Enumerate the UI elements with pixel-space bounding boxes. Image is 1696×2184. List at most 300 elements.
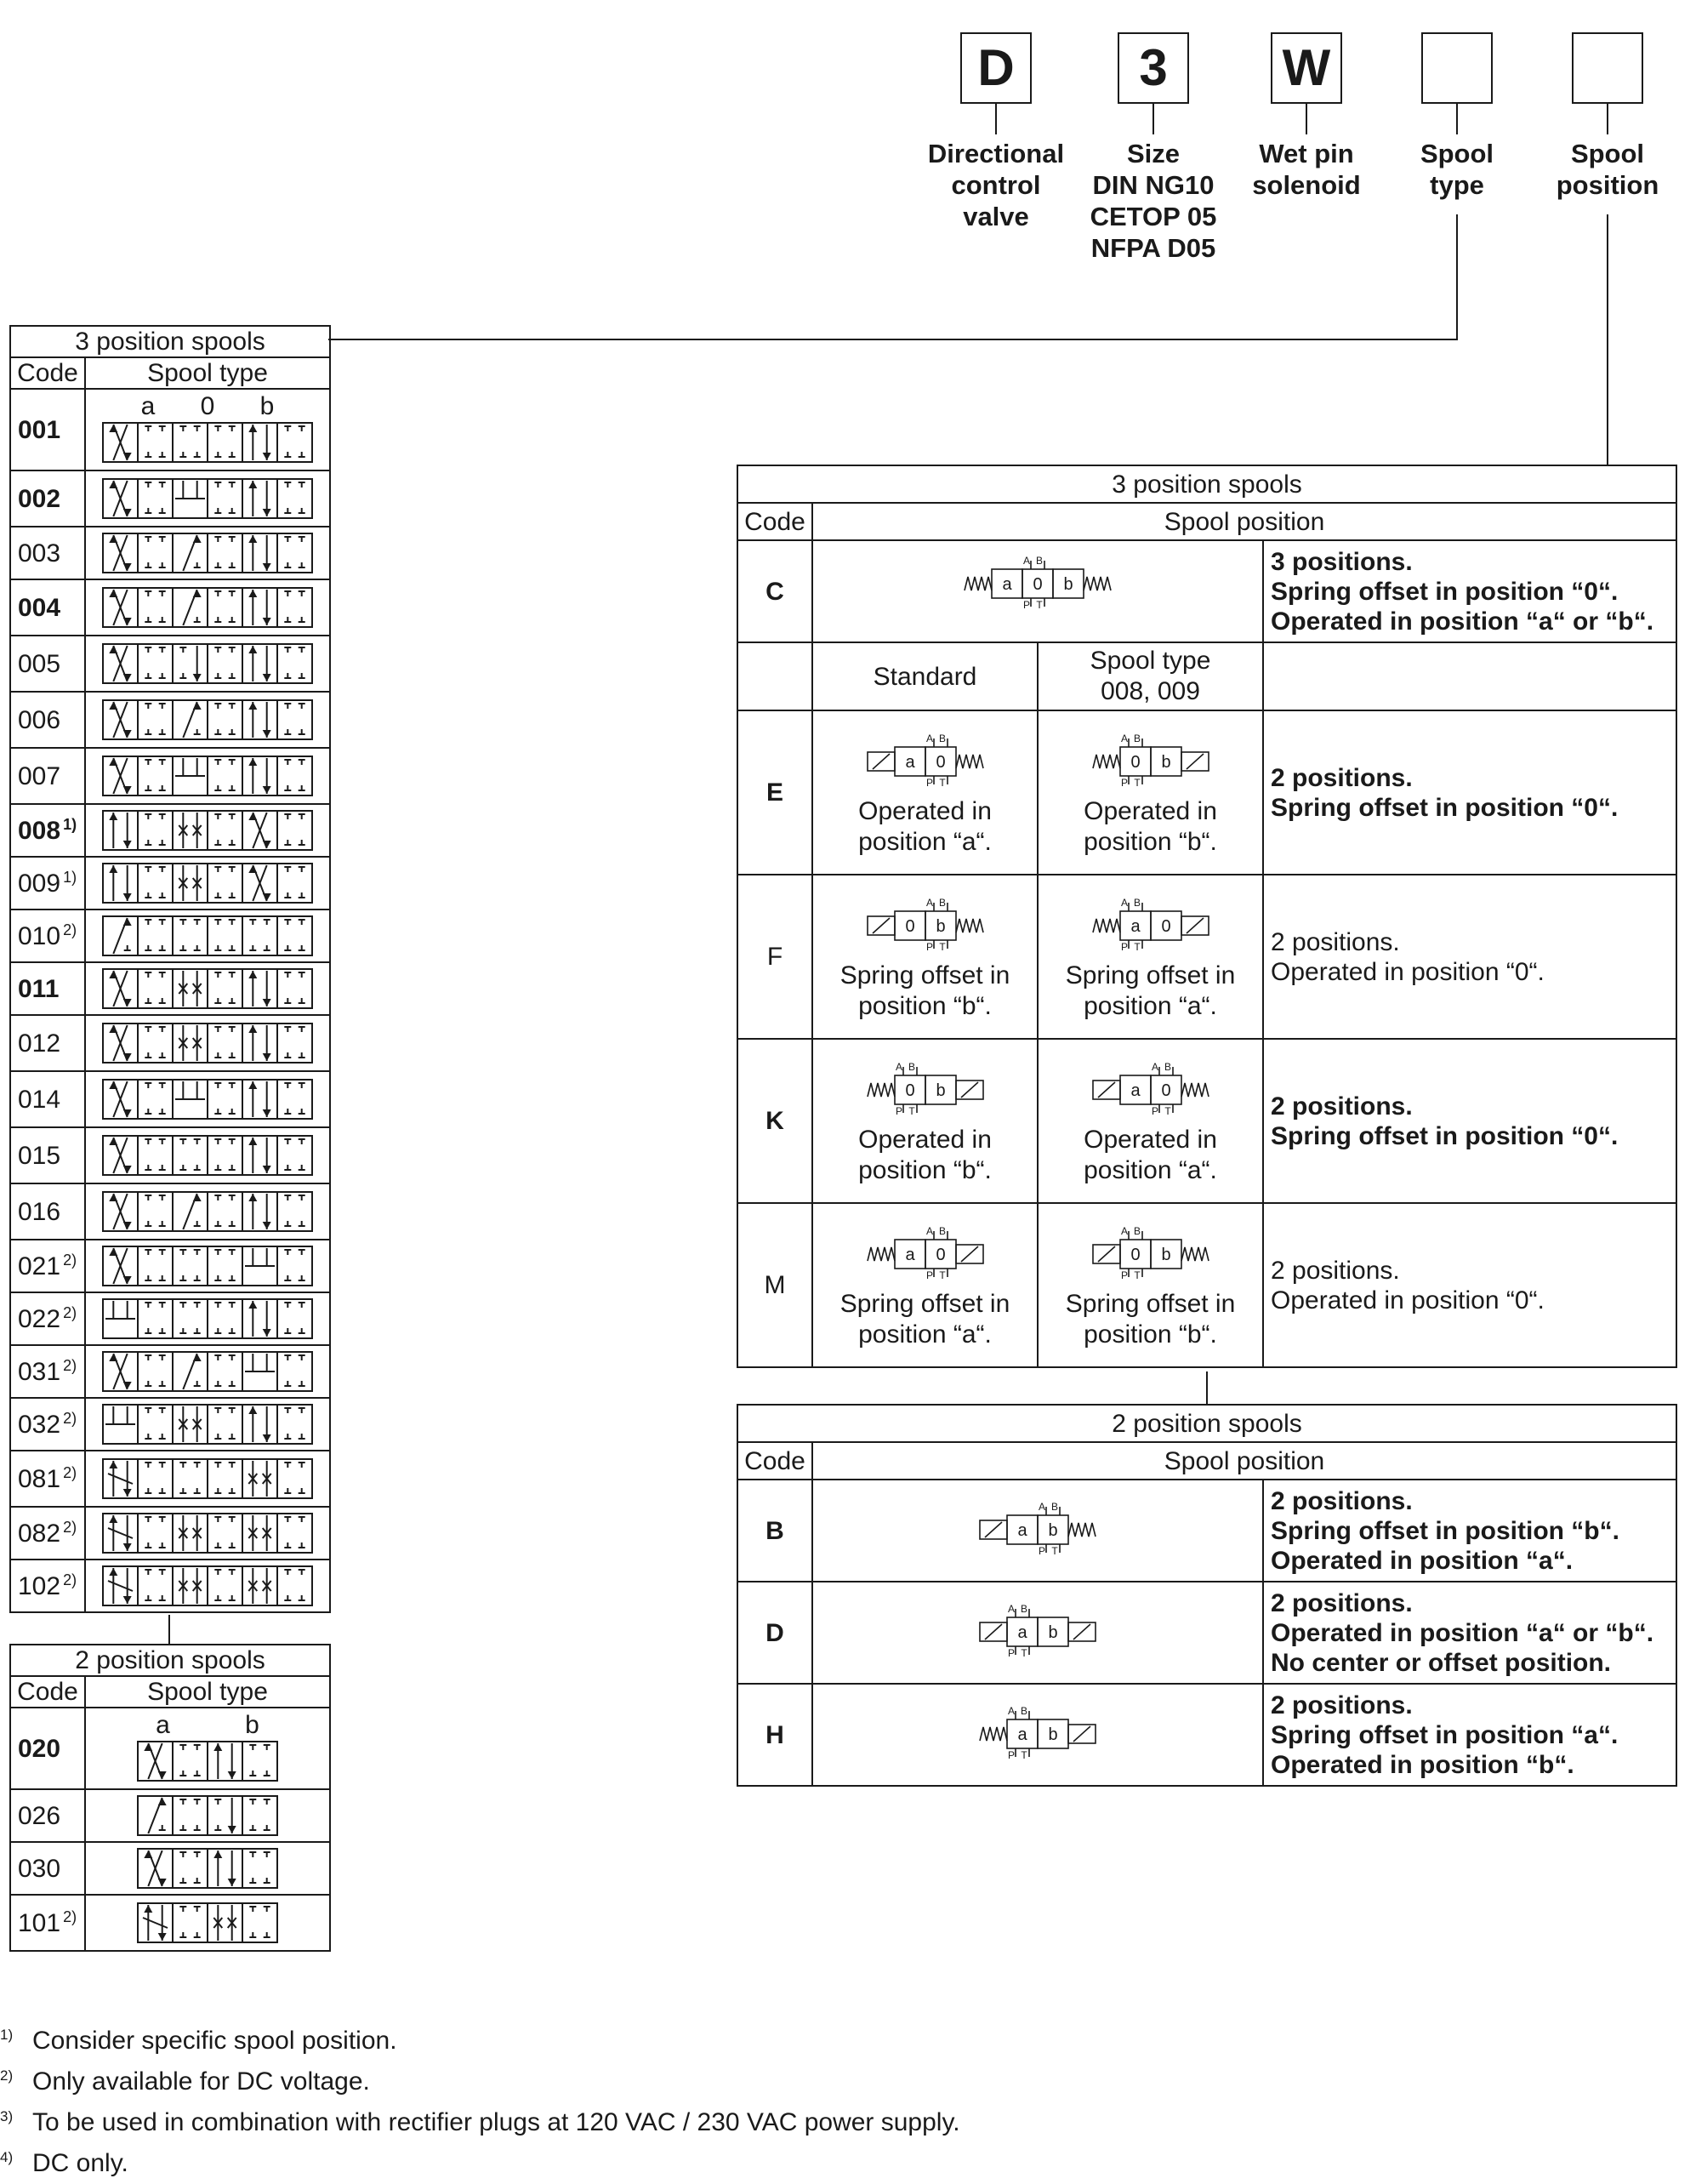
spool-code: 005 [10, 636, 85, 692]
spool-code: 004 [10, 579, 85, 636]
position-code-f: F [737, 875, 812, 1039]
svg-text:B: B [1035, 555, 1044, 567]
col-header-code: Code [737, 503, 812, 540]
svg-text:P: P [925, 1269, 933, 1281]
tick [1607, 104, 1608, 134]
svg-text:T: T [938, 1269, 946, 1281]
symbol-caption: Spring offset in position “b“. [1065, 1289, 1236, 1349]
svg-text:T: T [1133, 776, 1141, 789]
svg-text:0: 0 [935, 752, 946, 772]
empty-cell [1263, 642, 1676, 710]
label-directional-control-valve: Directional control valve [927, 139, 1065, 231]
desc-line: 2 positions. [1271, 927, 1400, 956]
spool-symbol-010 [101, 913, 314, 959]
sub-header-special: Spool type 008, 009 [1038, 642, 1263, 710]
valve-symbol-b [944, 1497, 1131, 1565]
footnote-ref: 2) [63, 1409, 77, 1427]
spool-symbol-031 [101, 1349, 314, 1394]
table-row [10, 1127, 330, 1183]
spool-code: 101 $^{2)}$ [10, 1895, 85, 1951]
spool-symbol-030 [136, 1845, 279, 1891]
svg-text:A: A [1007, 1705, 1016, 1717]
position-label: b [259, 392, 275, 420]
desc-line: Operated in position “a“. [1271, 1546, 1574, 1575]
table-row [10, 470, 330, 527]
symbol-cell [812, 875, 1038, 1039]
svg-text:T: T [938, 776, 946, 789]
spool-symbol-004 [101, 584, 314, 630]
table-row [10, 1240, 330, 1292]
col-header-code: Code [10, 357, 85, 389]
spool-code: 021 $^{2)}$ [10, 1240, 85, 1292]
spool-symbol-cell [85, 1842, 330, 1895]
svg-text:P: P [1120, 940, 1128, 953]
spool-symbol-020 [136, 1738, 279, 1784]
svg-text:B: B [1133, 1224, 1141, 1237]
col-header-spool-type: Spool type [85, 1676, 330, 1708]
three-position-spool-type-table [9, 325, 331, 1613]
spool-code: 008 $^{1)}$ [10, 804, 85, 857]
desc-line: Operated in position “a“ or “b“. [1271, 607, 1654, 636]
table-row [737, 875, 1676, 1039]
symbol-cell [812, 1480, 1263, 1582]
table-row [10, 804, 330, 857]
spool-code: 014 [10, 1071, 85, 1127]
spool-code: 032 $^{2)}$ [10, 1398, 85, 1451]
footnote-ref: 2) [63, 1907, 77, 1925]
symbol-caption: Operated in position “b“. [1084, 796, 1217, 856]
symbol-cell [812, 1203, 1038, 1367]
desc-line: 2 positions. [1271, 1691, 1413, 1719]
spool-symbol-001 [101, 419, 314, 465]
svg-text:P: P [925, 776, 933, 789]
svg-text:A: A [1038, 1501, 1046, 1513]
spool-symbol-cell [85, 470, 330, 527]
svg-text:P: P [1038, 1545, 1046, 1557]
spool-code: 007 [10, 748, 85, 804]
spool-symbol-022 [101, 1296, 314, 1342]
symbol-cell [812, 1684, 1263, 1786]
desc-line: Spring offset in position “0“. [1271, 1121, 1619, 1150]
svg-text:A: A [925, 896, 933, 909]
svg-text:B: B [1050, 1501, 1059, 1513]
spool-symbol-015 [101, 1132, 314, 1178]
spool-symbol-082 [101, 1510, 314, 1556]
svg-text:A: A [1120, 1224, 1128, 1237]
valve-symbol-h [944, 1701, 1131, 1769]
table-row [10, 692, 330, 748]
position-code-h: H [737, 1684, 812, 1786]
order-code-box-size: 3 [1118, 32, 1189, 104]
table-row [737, 1203, 1676, 1367]
spool-symbol-cell [85, 748, 330, 804]
desc-line: Operated in position “0“. [1271, 957, 1545, 986]
svg-text:a: a [904, 752, 915, 772]
svg-text:T: T [938, 940, 946, 953]
table-row [10, 579, 330, 636]
spool-symbol-007 [101, 753, 314, 799]
table-row [737, 1039, 1676, 1203]
svg-text:T: T [1036, 599, 1043, 611]
spool-symbol-cell [85, 1560, 330, 1612]
symbol-cell [1038, 1039, 1263, 1203]
empty-cell [737, 642, 812, 710]
svg-text:0: 0 [904, 916, 915, 936]
valve-symbol-d [944, 1599, 1131, 1667]
connector-line [1206, 1371, 1208, 1404]
spool-symbol-009 [101, 860, 314, 906]
spool-symbol-021 [101, 1243, 314, 1289]
position-label: 0 [200, 392, 215, 420]
col-header-code: Code [737, 1442, 812, 1480]
table-row [10, 527, 330, 579]
svg-text:T: T [1021, 1749, 1027, 1761]
connector-line [1456, 214, 1458, 340]
table-row [10, 1560, 330, 1612]
desc-line: 2 positions. [1271, 1486, 1413, 1515]
svg-text:T: T [908, 1104, 915, 1117]
order-code-box-spool-position [1572, 32, 1643, 104]
svg-text:P: P [1120, 776, 1128, 789]
spool-symbol-cell [85, 1895, 330, 1951]
svg-text:b: b [1048, 1725, 1058, 1744]
table-row [10, 1398, 330, 1451]
spool-symbol-026 [136, 1793, 279, 1839]
svg-text:P: P [925, 940, 933, 953]
table-row [10, 636, 330, 692]
svg-text:a: a [1130, 1081, 1141, 1100]
tick [1456, 104, 1458, 134]
svg-text:0: 0 [1130, 752, 1141, 772]
table-title: 3 position spools [737, 465, 1676, 503]
connector-line [328, 339, 1458, 340]
table-row [10, 1183, 330, 1240]
spool-symbol-cell [85, 1507, 330, 1560]
valve-symbol-f-spc [1057, 892, 1244, 961]
sub-header-standard: Standard [812, 642, 1038, 710]
svg-text:a: a [1002, 575, 1012, 594]
symbol-cell [1038, 1203, 1263, 1367]
svg-text:a: a [904, 1245, 915, 1264]
valve-symbol-c [940, 550, 1135, 632]
footnote-ref: 1) [63, 868, 77, 886]
svg-text:T: T [1133, 1269, 1141, 1281]
spool-symbol-cell [85, 1015, 330, 1071]
svg-text:a: a [1017, 1623, 1027, 1642]
table-row [10, 1451, 330, 1507]
valve-symbol-e-spc [1057, 728, 1244, 796]
position-labels [86, 1713, 329, 1738]
svg-text:T: T [1164, 1104, 1171, 1117]
spool-symbol-cell [85, 962, 330, 1015]
spool-symbol-cell [85, 910, 330, 962]
svg-text:b: b [1160, 752, 1171, 772]
spool-symbol-cell [85, 1240, 330, 1292]
desc-line: 2 positions. [1271, 1256, 1400, 1285]
position-description [1263, 540, 1676, 642]
spool-code: 081 $^{2)}$ [10, 1451, 85, 1507]
svg-text:B: B [908, 1060, 915, 1073]
symbol-caption: Spring offset in position “a“. [1065, 961, 1236, 1020]
footnote-ref: 2) [63, 1303, 77, 1321]
position-code-c: C [737, 540, 812, 642]
position-code-b: B [737, 1480, 812, 1582]
svg-text:B: B [938, 1224, 946, 1237]
footnote-ref: 2) [63, 921, 77, 938]
table-row [737, 1582, 1676, 1684]
tick [995, 104, 997, 134]
svg-text:b: b [1048, 1623, 1058, 1642]
table-title: 2 position spools [10, 1645, 330, 1676]
svg-text:T: T [1051, 1545, 1058, 1557]
footnote: $^{4)}$ DC only. [0, 2149, 128, 2177]
table-row [10, 389, 330, 470]
position-code-d: D [737, 1582, 812, 1684]
svg-text:A: A [895, 1060, 902, 1073]
tick [1306, 104, 1307, 134]
label-wet-pin-solenoid: Wet pin solenoid [1252, 139, 1361, 200]
footnote-ref: 2) [63, 1571, 77, 1588]
spool-symbol-cell [85, 1183, 330, 1240]
spool-symbol-cell [85, 1398, 330, 1451]
svg-text:T: T [1133, 940, 1141, 953]
position-description [1263, 710, 1676, 875]
spool-symbol-cell [85, 692, 330, 748]
spool-code: 082 $^{2)}$ [10, 1507, 85, 1560]
svg-text:A: A [1022, 555, 1031, 567]
svg-text:P: P [1007, 1749, 1016, 1761]
position-description [1263, 1480, 1676, 1582]
spool-symbol-cell [85, 1292, 330, 1345]
order-code-box-w: W [1271, 32, 1342, 104]
desc-line: Spring offset in position “b“. [1271, 1516, 1619, 1545]
symbol-cell [1038, 875, 1263, 1039]
col-header-spool-type: Spool type [85, 357, 330, 389]
desc-line: Spring offset in position “0“. [1271, 793, 1619, 822]
table-row [737, 1684, 1676, 1786]
svg-text:P: P [1151, 1104, 1158, 1117]
spool-symbol-cell [85, 636, 330, 692]
table-row [10, 1071, 330, 1127]
svg-text:b: b [935, 1081, 946, 1100]
valve-symbol-m-spc [1057, 1221, 1244, 1289]
valve-symbol-f-std [832, 892, 1019, 961]
position-labels [86, 394, 329, 419]
spool-code: 001 [10, 389, 85, 470]
footnote-ref: 1) [63, 815, 77, 833]
symbol-cell [812, 540, 1263, 642]
svg-text:a: a [1017, 1521, 1027, 1540]
svg-text:P: P [895, 1104, 902, 1117]
spool-symbol-008 [101, 807, 314, 853]
svg-text:0: 0 [1160, 916, 1171, 936]
svg-text:B: B [1020, 1603, 1028, 1615]
symbol-caption: Operated in position “a“. [1084, 1125, 1217, 1184]
svg-text:b: b [935, 916, 946, 936]
svg-text:B: B [938, 896, 946, 909]
spool-code: 011 [10, 962, 85, 1015]
spool-symbol-014 [101, 1076, 314, 1122]
symbol-cell [1038, 710, 1263, 875]
svg-text:B: B [938, 732, 946, 744]
position-code-m: M [737, 1203, 812, 1367]
position-code-k: K [737, 1039, 812, 1203]
svg-text:A: A [1007, 1603, 1016, 1615]
footnote-ref: 2) [63, 1463, 77, 1481]
svg-text:A: A [925, 732, 933, 744]
spool-code: 009 $^{1)}$ [10, 857, 85, 910]
valve-symbol-k-spc [1057, 1057, 1244, 1125]
svg-text:A: A [1120, 896, 1128, 909]
col-header-spool-position: Spool position [812, 1442, 1676, 1480]
spool-symbol-cell [85, 1708, 330, 1789]
valve-symbol-k-std [832, 1057, 1019, 1125]
table-row [10, 962, 330, 1015]
table-title: 3 position spools [10, 326, 330, 357]
spool-code: 003 [10, 527, 85, 579]
desc-line: Operated in position “a“ or “b“. [1271, 1618, 1654, 1647]
position-description [1263, 1582, 1676, 1684]
symbol-caption: Spring offset in position “b“. [839, 961, 1010, 1020]
desc-line: 2 positions. [1271, 1588, 1413, 1617]
two-position-spool-position-table [737, 1404, 1677, 1787]
valve-symbol-m-std [832, 1221, 1019, 1289]
spool-symbol-011 [101, 966, 314, 1012]
spool-symbol-cell [85, 1451, 330, 1507]
svg-text:B: B [1133, 896, 1141, 909]
spool-symbol-cell [85, 1789, 330, 1842]
svg-text:A: A [925, 1224, 933, 1237]
valve-symbol-e-std [832, 728, 1019, 796]
spool-code: 031 $^{2)}$ [10, 1345, 85, 1398]
label-size: Size DIN NG10 CETOP 05 NFPA D05 [1090, 139, 1217, 263]
spool-symbol-012 [101, 1020, 314, 1066]
order-code-box-spool-type [1421, 32, 1493, 104]
spool-symbol-032 [101, 1401, 314, 1447]
symbol-cell [812, 1582, 1263, 1684]
table-row [10, 1789, 330, 1842]
label-spool-type: Spool type [1420, 139, 1494, 200]
spool-symbol-cell [85, 1071, 330, 1127]
col-header-code: Code [10, 1676, 85, 1708]
spool-code: 015 [10, 1127, 85, 1183]
svg-text:B: B [1133, 732, 1141, 744]
spool-symbol-cell [85, 527, 330, 579]
spool-code: 012 [10, 1015, 85, 1071]
svg-text:P: P [1007, 1647, 1016, 1659]
svg-text:b: b [1063, 575, 1073, 594]
svg-text:P: P [1120, 1269, 1128, 1281]
table-row [10, 1708, 330, 1789]
footnote: $^{1)}$ Consider specific spool position. [0, 2027, 397, 2055]
spool-code: 022 $^{2)}$ [10, 1292, 85, 1345]
desc-line: Spring offset in position “a“. [1271, 1720, 1619, 1749]
col-header-spool-position: Spool position [812, 503, 1676, 540]
position-description [1263, 1203, 1676, 1367]
table-title: 2 position spools [737, 1405, 1676, 1442]
spool-symbol-cell [85, 804, 330, 857]
table-row [10, 1292, 330, 1345]
svg-text:0: 0 [1033, 575, 1043, 594]
position-description [1263, 1684, 1676, 1786]
symbol-caption: Spring offset in position “a“. [839, 1289, 1010, 1349]
footnote: $^{2)}$ Only available for DC voltage. [0, 2067, 370, 2096]
svg-text:0: 0 [1160, 1081, 1171, 1100]
spool-symbol-102 [101, 1563, 314, 1609]
two-position-spool-type-table [9, 1644, 331, 1952]
position-label: a [156, 1711, 170, 1739]
spool-symbol-cell [85, 579, 330, 636]
spool-symbol-002 [101, 476, 314, 522]
svg-text:B: B [1164, 1060, 1171, 1073]
spool-code: 016 [10, 1183, 85, 1240]
svg-text:0: 0 [904, 1081, 915, 1100]
svg-text:a: a [1130, 916, 1141, 936]
table-row [10, 910, 330, 962]
spool-symbol-cell [85, 1127, 330, 1183]
svg-text:0: 0 [935, 1245, 946, 1264]
table-row [10, 1842, 330, 1895]
spool-code: 030 [10, 1842, 85, 1895]
tick [1152, 104, 1154, 134]
desc-line: 2 positions. [1271, 763, 1413, 792]
spool-symbol-081 [101, 1456, 314, 1502]
position-label: a [140, 392, 156, 420]
footnote: $^{3)}$ To be used in combination with rectifier plugs at 120 VAC / 230 VAC power supply. [0, 2108, 960, 2136]
three-position-spool-position-table [737, 465, 1677, 1368]
table-row [10, 1345, 330, 1398]
footnote-ref: 2) [63, 1356, 77, 1374]
spool-symbol-cell [85, 857, 330, 910]
spool-code: 006 [10, 692, 85, 748]
label-spool-position: Spool position [1556, 139, 1659, 200]
spool-symbol-016 [101, 1189, 314, 1235]
table-row [737, 540, 1676, 642]
symbol-caption: Operated in position “b“. [858, 1125, 992, 1184]
footnotes [0, 2021, 960, 2184]
footnote-ref: 2) [63, 1251, 77, 1269]
svg-text:A: A [1151, 1060, 1158, 1073]
svg-text:b: b [1048, 1521, 1058, 1540]
symbol-cell [812, 1039, 1038, 1203]
spool-code: 102 $^{2)}$ [10, 1560, 85, 1612]
symbol-caption: Operated in position “a“. [858, 796, 992, 856]
table-row [10, 857, 330, 910]
desc-line: No center or offset position. [1271, 1648, 1612, 1677]
connector-line [1607, 214, 1608, 465]
footnote-ref: 2) [63, 1518, 77, 1536]
spool-code: 020 [10, 1708, 85, 1789]
svg-text:a: a [1017, 1725, 1027, 1744]
svg-text:T: T [1021, 1647, 1027, 1659]
table-row [737, 1480, 1676, 1582]
spool-code: 026 [10, 1789, 85, 1842]
desc-line: Operated in position “b“. [1271, 1750, 1574, 1779]
symbol-cell [812, 710, 1038, 875]
connector-line [168, 1615, 170, 1644]
desc-line: 2 positions. [1271, 1092, 1413, 1121]
svg-text:0: 0 [1130, 1245, 1141, 1264]
spool-symbol-cell [85, 389, 330, 470]
svg-text:b: b [1160, 1245, 1171, 1264]
svg-text:A: A [1120, 732, 1128, 744]
table-row [10, 1015, 330, 1071]
order-code-box-d: D [960, 32, 1032, 104]
position-label: b [245, 1711, 259, 1739]
position-code-e: E [737, 710, 812, 875]
svg-text:B: B [1020, 1705, 1028, 1717]
desc-line: 3 positions. [1271, 547, 1413, 576]
